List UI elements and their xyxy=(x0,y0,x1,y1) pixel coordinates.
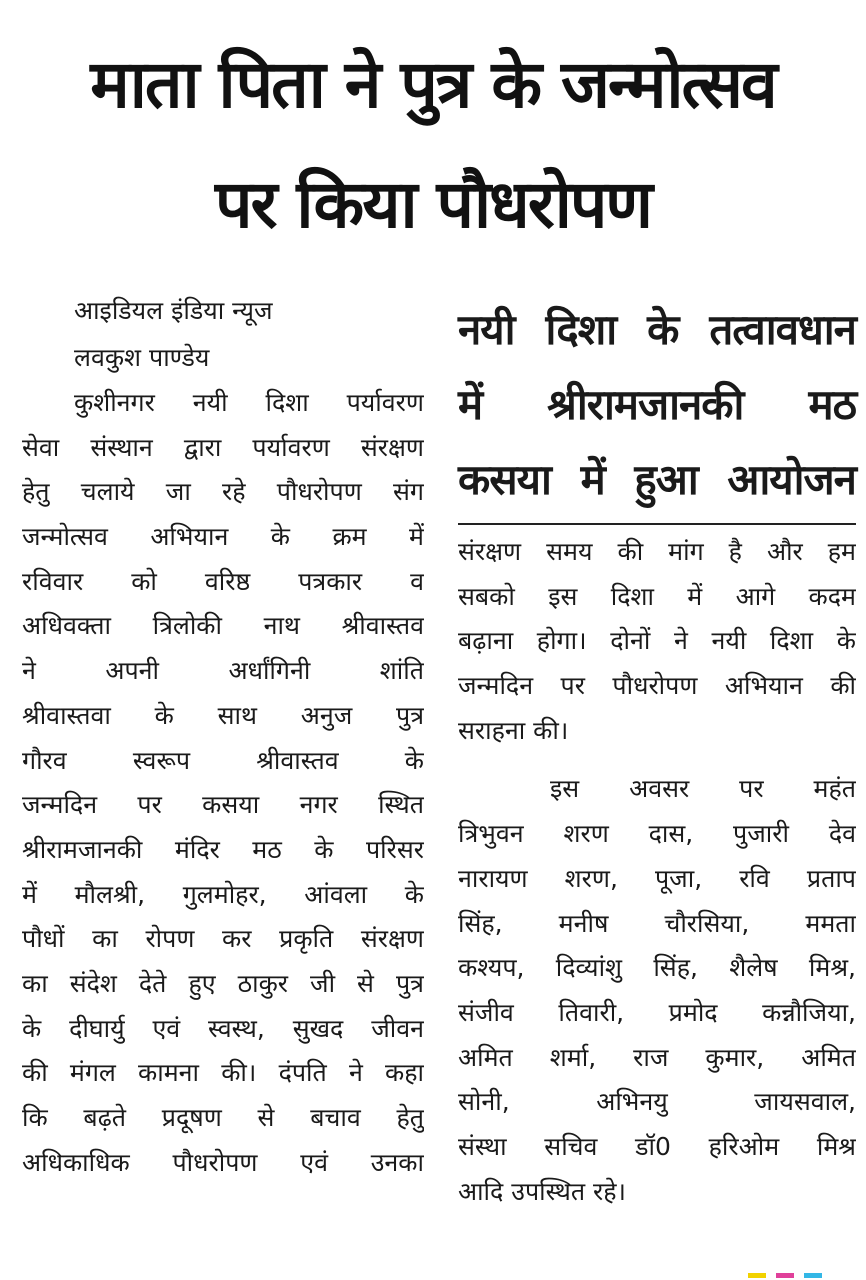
subheadline-line-3: कसया में हुआ आयोजन xyxy=(458,455,856,504)
left-column-line: में मौलश्री, गुलमोहर, आंवला के xyxy=(22,879,424,909)
right-column-line: सोनी, अभिनयु जायसवाल, xyxy=(458,1087,856,1117)
left-column-line: की मंगल कामना की। दंपति ने कहा xyxy=(22,1058,424,1088)
right-column-line: जन्मदिन पर पौधरोपण अभियान की xyxy=(458,671,856,701)
paragraph-spacer xyxy=(458,753,856,767)
subheadline-divider xyxy=(458,523,856,525)
left-column-line: हेतु चलाये जा रहे पौधरोपण संग xyxy=(22,477,424,507)
right-column-line: आदि उपस्थित रहे। xyxy=(458,1176,626,1206)
right-column-line: संजीव तिवारी, प्रमोद कन्नौजिया, xyxy=(458,997,856,1027)
left-column-line: जन्मोत्सव अभियान के क्रम में xyxy=(22,522,424,552)
subheadline-line-1: नयी दिशा के तत्वावधान xyxy=(458,305,856,354)
right-column-line: संरक्षण समय की मांग है और हम xyxy=(458,537,856,566)
left-column-line: श्रीरामजानकी मंदिर मठ के परिसर xyxy=(22,834,424,864)
left-column-line: सेवा संस्थान द्वारा पर्यावरण संरक्षण xyxy=(22,432,424,462)
subheadline-line-2: में श्रीरामजानकी मठ xyxy=(458,380,856,429)
byline-agency: आइडियल इंडिया न्यूज xyxy=(74,296,273,325)
left-column-line: के दीघार्यु एवं स्वस्थ, सुखद जीवन xyxy=(22,1013,424,1043)
left-column-line: पौधों का रोपण कर प्रकृति संरक्षण xyxy=(22,924,424,954)
right-column-line: सबको इस दिशा में आगे कदम xyxy=(458,581,856,611)
registration-mark-yellow xyxy=(748,1273,766,1278)
headline-line-1: माता पिता ने पुत्र के जन्मोत्सव xyxy=(90,46,776,123)
left-column-line: अधिकाधिक पौधरोपण एवं उनका xyxy=(22,1147,424,1177)
subheadline-block xyxy=(458,292,856,517)
left-column-line: जन्मदिन पर कसया नगर स्थित xyxy=(22,790,424,820)
print-registration-strip xyxy=(0,1272,866,1280)
right-column-line: सराहना की। xyxy=(458,715,569,745)
left-column-line: श्रीवास्तवा के साथ अनुज पुत्र xyxy=(22,700,424,730)
right-column-line: बढ़ाना होगा। दोनों ने नयी दिशा के xyxy=(458,626,856,656)
right-column-line: सिंह, मनीष चौरसिया, ममता xyxy=(458,908,856,938)
right-column-line: त्रिभुवन शरण दास, पुजारी देव xyxy=(458,819,856,849)
left-column-line: का संदेश देते हुए ठाकुर जी से पुत्र xyxy=(22,968,424,998)
right-column-line: नारायण शरण, पूजा, रवि प्रताप xyxy=(458,863,856,893)
registration-mark-magenta xyxy=(776,1273,794,1278)
left-column-line: कि बढ़ते प्रदूषण से बचाव हेतु xyxy=(22,1103,424,1132)
left-column-line: रविवार को वरिष्ठ पत्रकार व xyxy=(22,566,424,596)
right-column-line: इस अवसर पर महंत xyxy=(550,774,856,804)
byline-reporter: लवकुश पाण्डेय xyxy=(74,343,210,372)
right-column-line: अमित शर्मा, राज कुमार, अमित xyxy=(458,1042,856,1072)
registration-mark-cyan xyxy=(804,1273,822,1278)
left-column-line: अधिवक्ता त्रिलोकी नाथ श्रीवास्तव xyxy=(22,611,424,641)
right-column-line: कश्यप, दिव्यांशु सिंह, शैलेष मिश्र, xyxy=(458,953,856,983)
left-column-line: ने अपनी अर्धांगिनी शांति xyxy=(22,656,424,686)
right-column xyxy=(458,530,856,1214)
left-column-line: गौरव स्वरूप श्रीवास्तव के xyxy=(22,745,424,775)
right-column-line: संस्था सचिव डॉ0 हरिओम मिश्र xyxy=(458,1131,856,1161)
left-column xyxy=(22,287,424,1185)
headline-line-2: पर किया पौधरोपण xyxy=(214,166,652,243)
left-column-line: कुशीनगर नयी दिशा पर्यावरण xyxy=(74,388,424,417)
